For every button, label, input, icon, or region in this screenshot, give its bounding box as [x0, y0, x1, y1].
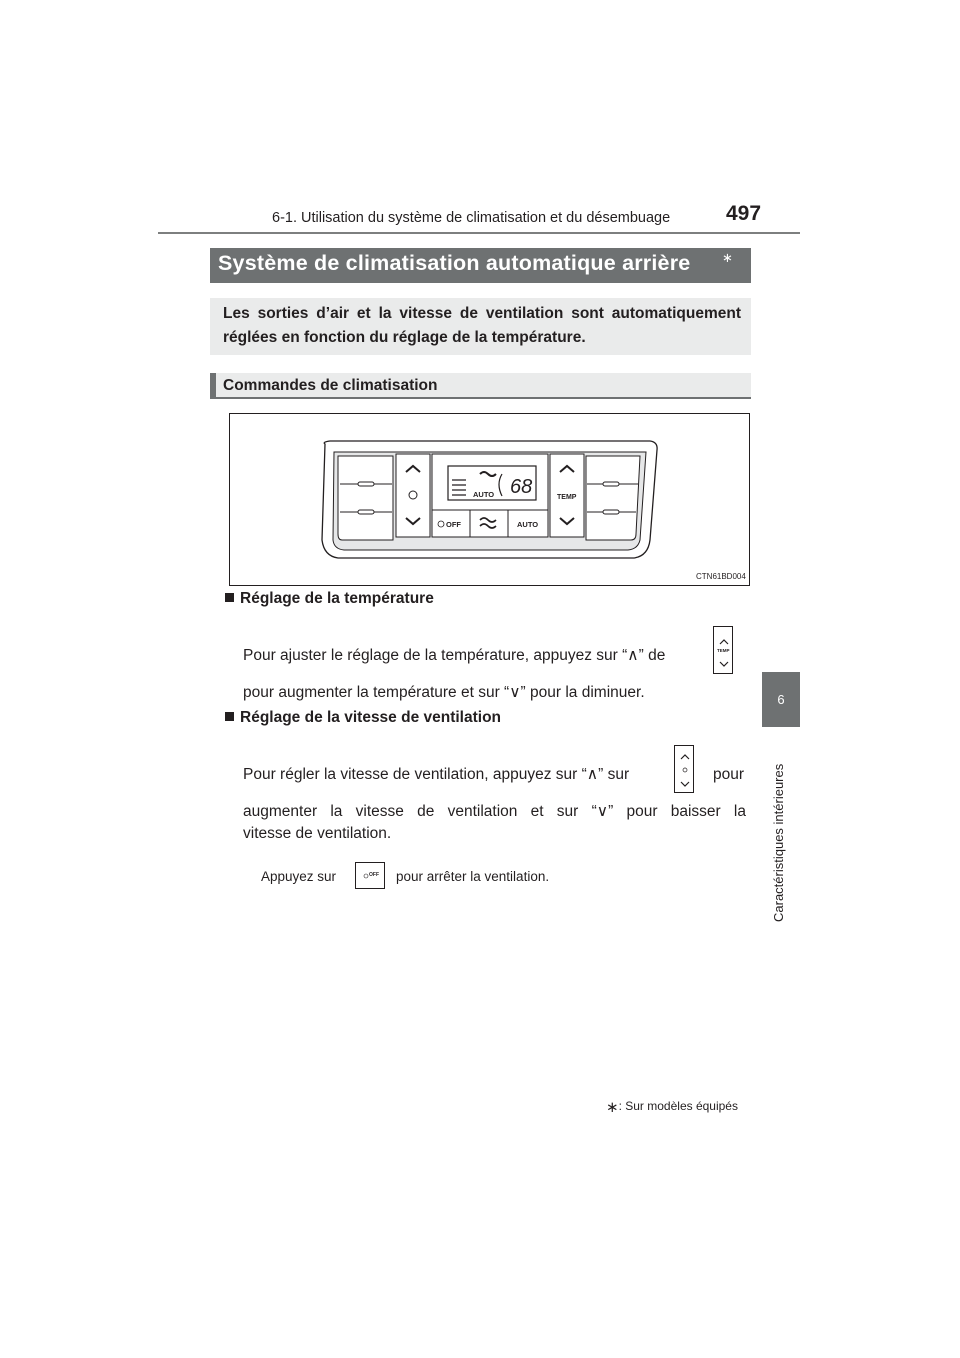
fan-heading-text: Réglage de la vitesse de ventilation: [240, 709, 502, 726]
off-button-icon: [355, 862, 385, 889]
bullet-square: [225, 712, 234, 721]
section-title: Commandes de climatisation: [223, 377, 438, 394]
intro-text: Les sorties d’air et la vitesse de ventilation sont automatiquement réglées en fonction du réglage de la température.: [223, 305, 741, 346]
footnote: [606, 1098, 738, 1116]
temperature-text-1: Pour ajuster le réglage de la température, appuyez sur “∧” de: [243, 647, 666, 664]
off-button-label: OFF: [446, 520, 461, 529]
auto-button-label: AUTO: [517, 520, 539, 529]
display-temperature: 68: [510, 476, 533, 498]
right-vent: [586, 456, 640, 540]
display-auto-label: AUTO: [473, 490, 495, 499]
chapter-label: [771, 742, 791, 922]
bullet-square: [225, 593, 234, 602]
fan-text-2: augmenter la vitesse de ventilation et sur “∨” pour baisser la: [243, 803, 746, 820]
running-head: 6-1. Utilisation du système de climatisation et du désembuage: [272, 210, 671, 226]
chapter-label-text: Caractéristiques intérieures: [771, 763, 786, 922]
footnote-text: : Sur modèles équipés: [618, 1099, 738, 1113]
fan-text-3: vitesse de ventilation.: [243, 825, 392, 842]
page-title: Système de climatisation automatique arrière: [218, 251, 691, 275]
left-vent: [338, 456, 393, 540]
fan-text-1: Pour régler la vitesse de ventilation, appuyez sur “∧” sur: [243, 766, 630, 783]
off-note-before: Appuyez sur: [261, 869, 337, 884]
figure-code: CTN61BD004: [696, 572, 746, 581]
fan-heading: [225, 709, 501, 727]
off-note-after: pour arrêter la ventilation.: [396, 869, 550, 884]
control-panel-figure: [229, 413, 750, 586]
page-number: 497: [726, 202, 762, 225]
title-footnote-mark: ∗: [722, 250, 733, 265]
header-rule: [158, 232, 800, 234]
footnote-mark: ∗: [606, 1099, 619, 1116]
chapter-tab: 6: [762, 672, 800, 727]
temperature-heading: [225, 590, 434, 608]
fan-button-icon: [674, 745, 694, 793]
temperature-heading-text: Réglage de la température: [240, 590, 434, 607]
temp-button-label: TEMP: [717, 648, 730, 653]
temp-label: TEMP: [557, 494, 577, 501]
temp-button-icon: [713, 626, 733, 674]
off-button-label: OFF: [369, 872, 379, 878]
temperature-text-2: pour augmenter la température et sur “∨” pour la diminuer.: [243, 684, 645, 701]
fan-speed-rocker: [396, 454, 430, 537]
section-rule: [210, 397, 751, 399]
fan-text-1-end: pour: [713, 766, 745, 783]
climate-control-panel-illustration: [230, 414, 749, 585]
